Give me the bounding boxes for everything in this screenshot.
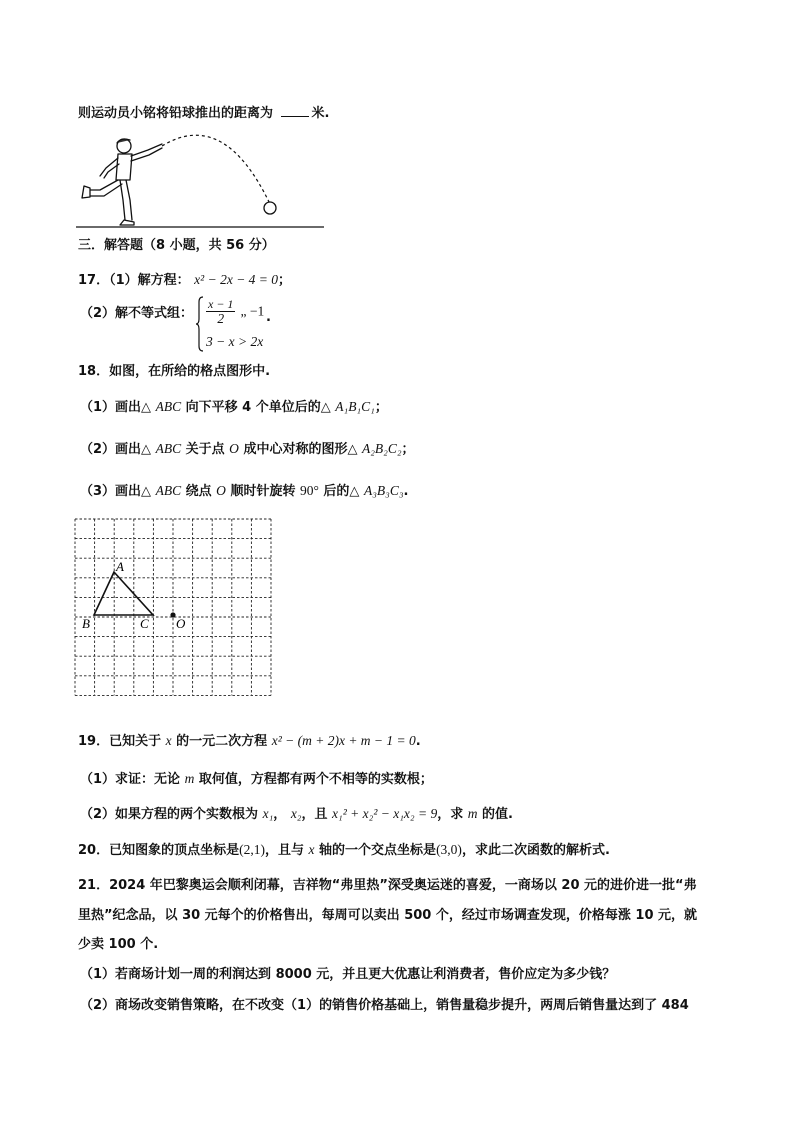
question-number: 17． — [78, 273, 110, 288]
label-a: A — [116, 559, 124, 574]
q16-tail-line — [78, 104, 330, 122]
q20-stem: 20．已知图象的顶点坐标是(2,1)，且与 x 轴的一个交点坐标是(3,0)，求此二次函数的解析式. — [78, 842, 610, 858]
q18-part3: （3）画出△ ABC 绕点 O 顺时针旋转 90° 后的△ A₃B₃C₃. — [80, 483, 409, 499]
inequality-1: $\frac{x - 1}{2}$ „ −1 — [208, 297, 265, 326]
q21-part2: （2）商场改变销售策略，在不改变（1）的销售价格基础上，销售量稳步提升，两周后销售量达到了 484 — [80, 998, 689, 1013]
q17-part1: 17．（1）解方程： x² − 2x − 4 = 0； — [78, 272, 292, 288]
equation: x² − 2x − 4 = 0 — [194, 272, 279, 287]
q16-unit: 米. — [311, 106, 330, 121]
label-c: C — [140, 616, 149, 631]
label-o: O — [176, 616, 186, 631]
q21-part1: （1）若商场计划一周的利润达到 8000 元，并且更大优惠让利消费者，售价应定为多少钱？ — [80, 967, 616, 982]
q18-part1: （1）画出△ ABC 向下平移 4 个单位后的△ A₁B₁C₁； — [80, 399, 388, 415]
inequality-2: 3 − x > 2x — [206, 334, 264, 349]
fraction: $\frac{x - 1}{2}$ — [208, 297, 234, 326]
section-heading: 三．解答题（8 小题，共 56 分） — [78, 238, 275, 253]
left-brace — [196, 296, 204, 352]
q19-part1: （1）求证：无论 m 取何值，方程都有两个不相等的实数根； — [80, 771, 433, 787]
q16-text: 则运动员小铭将铅球推出的距离为 — [78, 106, 274, 121]
triangle-abc — [94, 572, 153, 615]
q18-stem: 18．如图，在所给的格点图形中. — [78, 364, 271, 379]
shot-put-illustration — [74, 128, 326, 232]
answer-blank — [281, 104, 309, 117]
q21-line1: 21．2024 年巴黎奥运会顺利闭幕，吉祥物“弗里热”深受奥运迷的喜爱，一商场以 20 元的进价进一批“弗 — [78, 878, 697, 893]
q19-part2: （2）如果方程的两个实数根为 x₁， x₂，且 x₁² + x₂² − x₁x₂ = 9，求 m 的值. — [80, 806, 513, 822]
athlete-figure — [82, 139, 162, 225]
label-b: B — [82, 616, 90, 631]
lattice-grid-figure — [70, 514, 276, 712]
equation: x² − (m + 2)x + m − 1 = 0 — [271, 733, 416, 748]
q17-part2-label: （2）解不等式组： — [80, 306, 194, 321]
point-o — [170, 612, 175, 617]
q21-line3: 少卖 100 个. — [78, 937, 159, 952]
q18-part2: （2）画出△ ABC 关于点 O 成中心对称的图形△ A₂B₂C₂； — [80, 441, 415, 457]
part-label: （1）解方程： — [109, 273, 190, 288]
q21-line2: 里热”纪念品，以 30 元每个的价格售出，每周可以卖出 500 个，经过市场调查发现，价格每涨 10 元，就 — [78, 908, 698, 923]
q19-stem: 19．已知关于 x 的一元二次方程 x² − (m + 2)x + m − 1 = 0. — [78, 733, 421, 749]
